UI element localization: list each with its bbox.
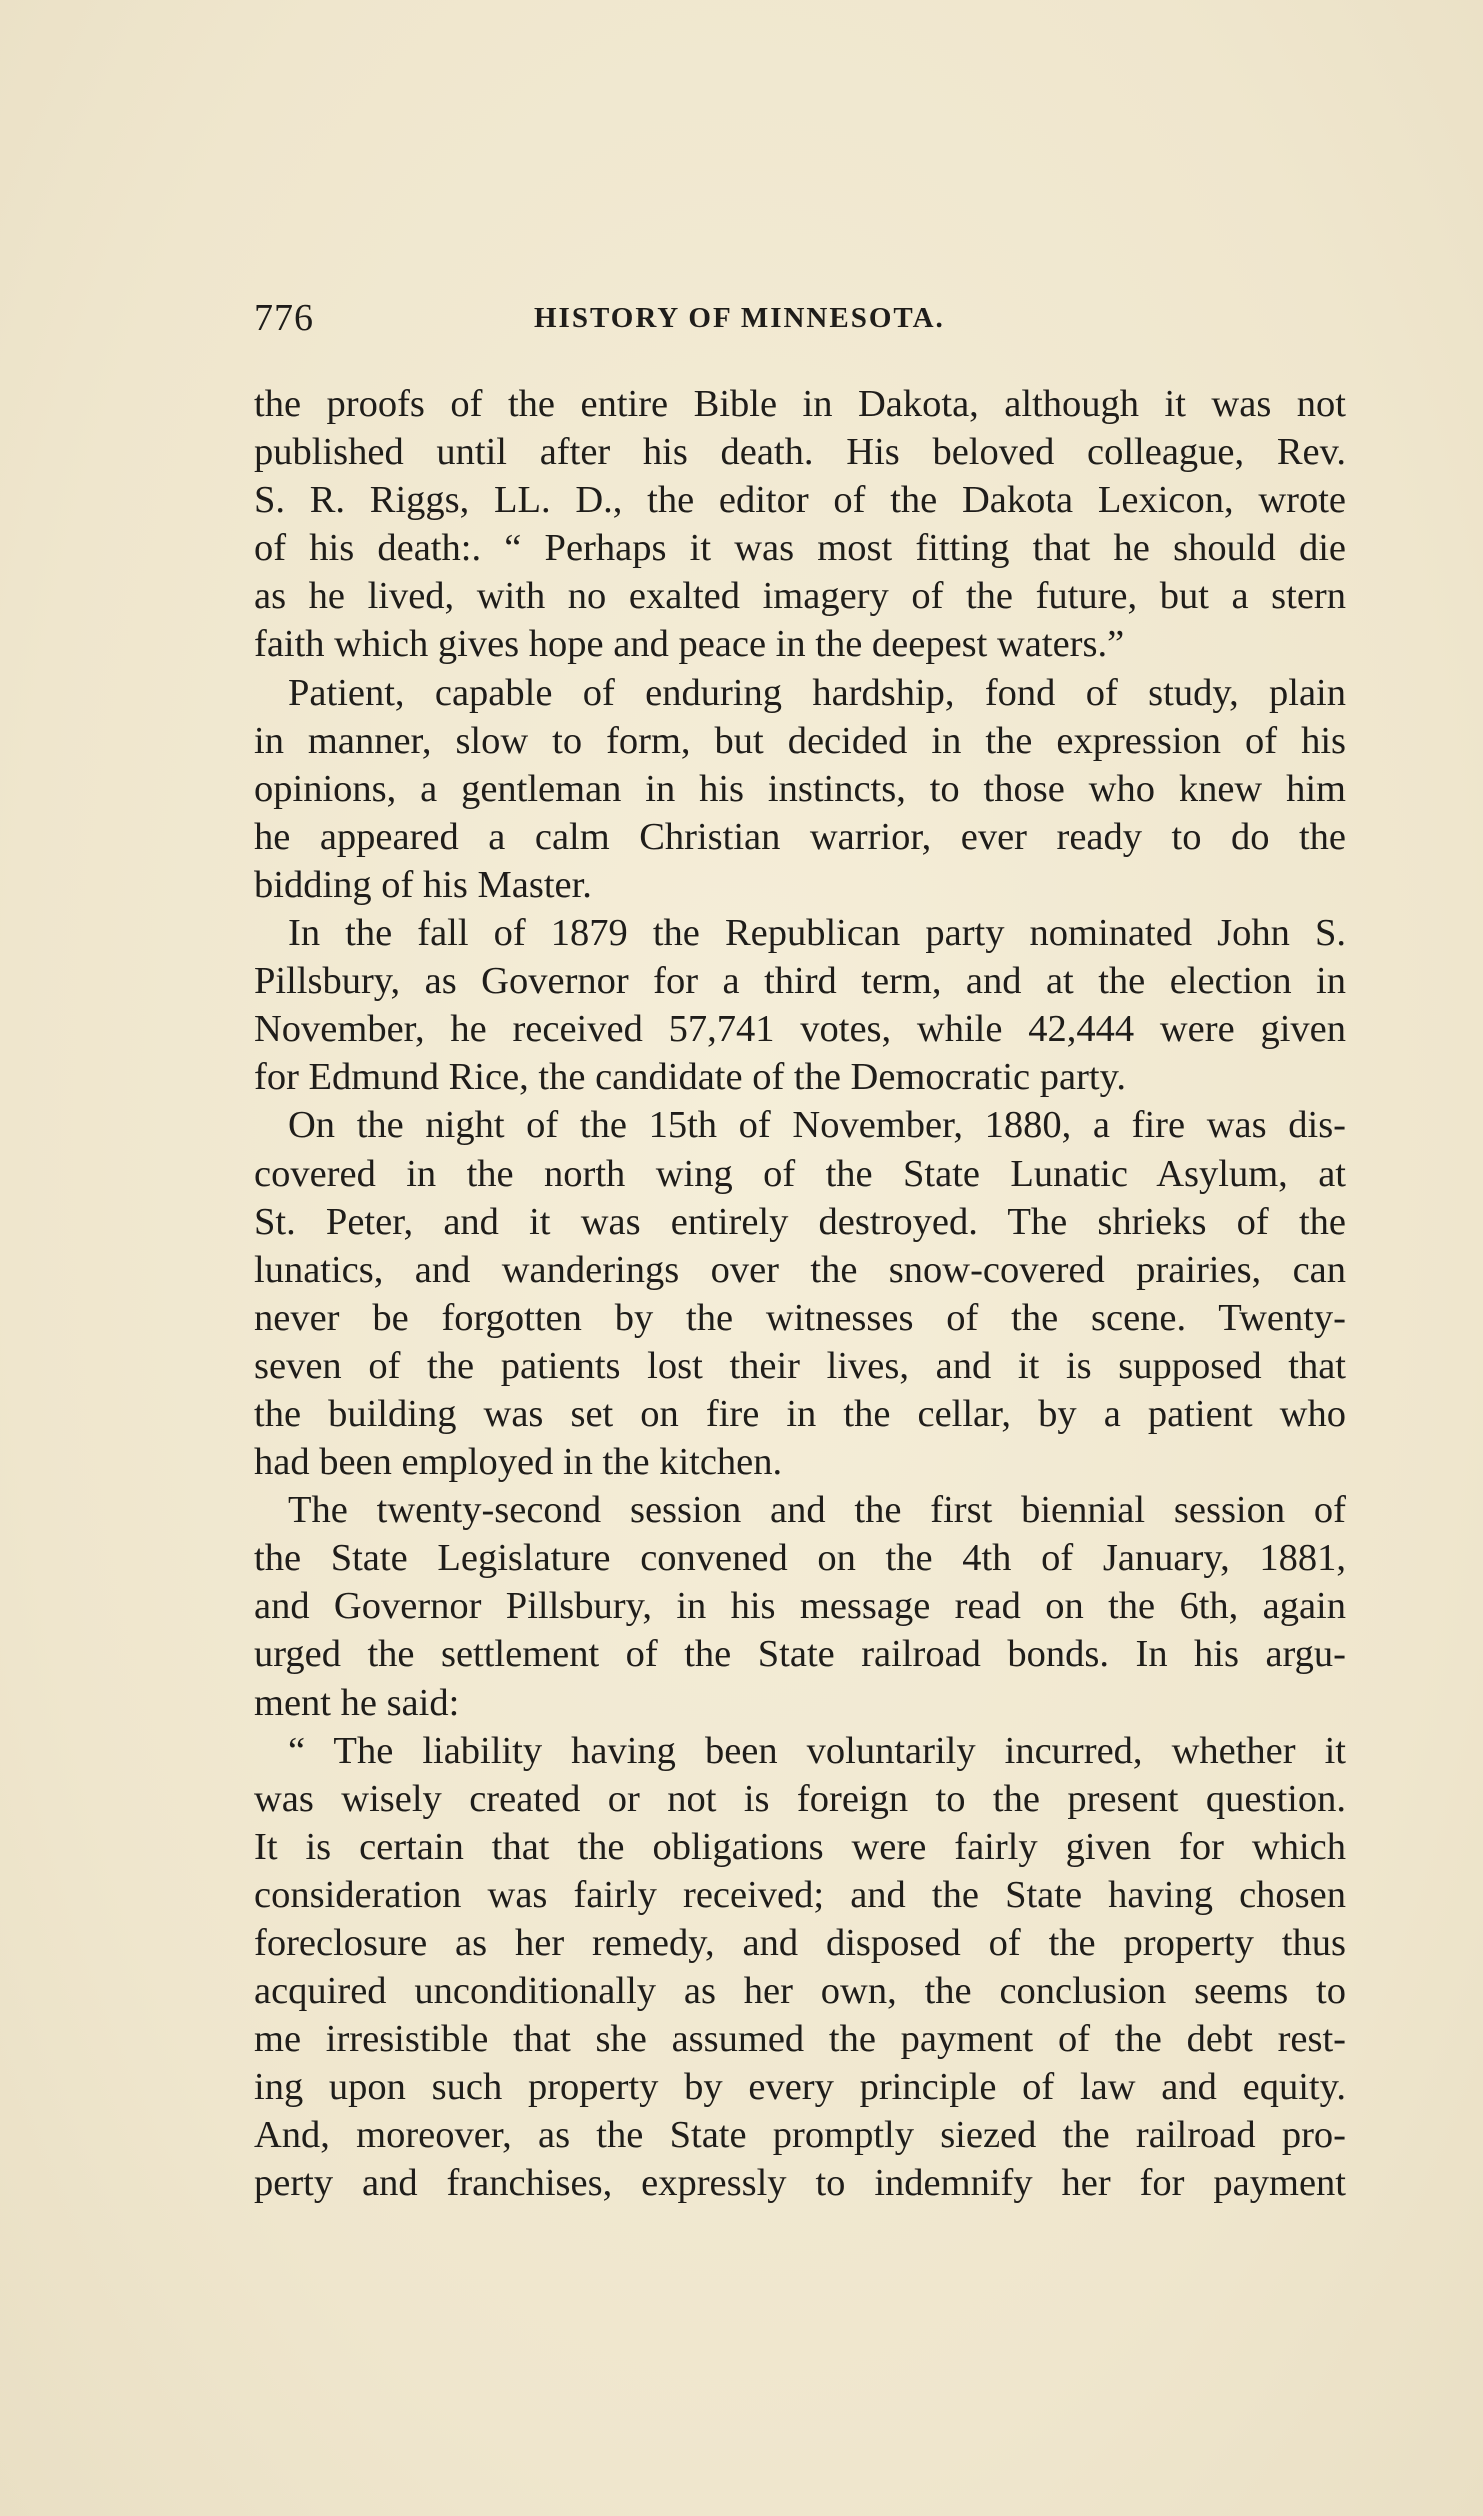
running-head: HISTORY OF MINNESOTA. [534,302,945,334]
text-line: the building was set on fire in the cellar, by a patient who [254,1392,1346,1435]
text-line: lunatics, and wanderings over the snow-covered prairies, can [254,1248,1346,1291]
text-line: he appeared a calm Christian warrior, ever ready to do the [254,815,1346,858]
text-line: as he lived, with no exalted imagery of the future, but a stern [254,575,1346,618]
text-line: ment he said: [254,1681,460,1724]
text-line: ing upon such property by every principle of law and equity. [254,2066,1346,2109]
text-line: consideration was fairly received; and the State having chosen [254,1873,1346,1916]
text-line: St. Peter, and it was entirely destroyed. The shrieks of the [254,1200,1346,1243]
text-line: faith which gives hope and peace in the deepest waters.” [254,623,1125,666]
page-number: 776 [254,297,314,339]
text-line: published until after his death. His beloved colleague, Rev. [254,431,1346,474]
text-line: perty and franchises, expressly to indemnify her for payment [254,2162,1346,2205]
text-line: bidding of his Master. [254,863,592,906]
text-line: the State Legislature convened on the 4th of January, 1881, [254,1537,1346,1580]
text-line: And, moreover, as the State promptly siezed the railroad pro- [254,2114,1346,2157]
text-line: the proofs of the entire Bible in Dakota, although it was not [254,383,1346,425]
text-line: Pillsbury, as Governor for a third term, and at the election in [254,960,1346,1003]
text-line: in manner, slow to form, but decided in the expression of his [254,719,1346,762]
text-line: On the night of the 15th of November, 1880, a fire was dis- [288,1104,1346,1147]
text-line: opinions, a gentleman in his instincts, to those who knew him [254,767,1346,810]
text-line: The twenty-second session and the first biennial session of [288,1489,1346,1532]
text-line: In the fall of 1879 the Republican party nominated John S. [288,912,1346,955]
text-line: had been employed in the kitchen. [254,1441,783,1484]
text-line: of his death:. “ Perhaps it was most fitting that he should die [254,527,1346,570]
text-line: for Edmund Rice, the candidate of the Democratic party. [254,1056,1126,1099]
text-line: was wisely created or not is foreign to the present question. [254,1777,1346,1820]
page-header [254,296,1346,346]
text-line: “ The liability having been voluntarily incurred, whether it [288,1729,1346,1772]
text-line: urged the settlement of the State railroad bonds. In his argu- [254,1633,1346,1676]
body-text [254,380,1346,2208]
text-line: Patient, capable of enduring hardship, fond of study, plain [288,671,1346,714]
text-line: It is certain that the obligations were fairly given for which [254,1825,1346,1868]
text-line: seven of the patients lost their lives, and it is supposed that [254,1344,1346,1387]
text-line: and Governor Pillsbury, in his message read on the 6th, again [254,1585,1346,1628]
text-line: never be forgotten by the witnesses of the scene. Twenty- [254,1296,1346,1339]
text-line: acquired unconditionally as her own, the conclusion seems to [254,1970,1346,2013]
text-line: November, he received 57,741 votes, while 42,444 were given [254,1008,1346,1051]
text-line: S. R. Riggs, LL. D., the editor of the Dakota Lexicon, wrote [254,479,1346,522]
text-line: covered in the north wing of the State Lunatic Asylum, at [254,1152,1346,1195]
text-line: foreclosure as her remedy, and disposed of the property thus [254,1922,1346,1964]
text-line: me irresistible that she assumed the payment of the debt rest- [254,2018,1346,2061]
